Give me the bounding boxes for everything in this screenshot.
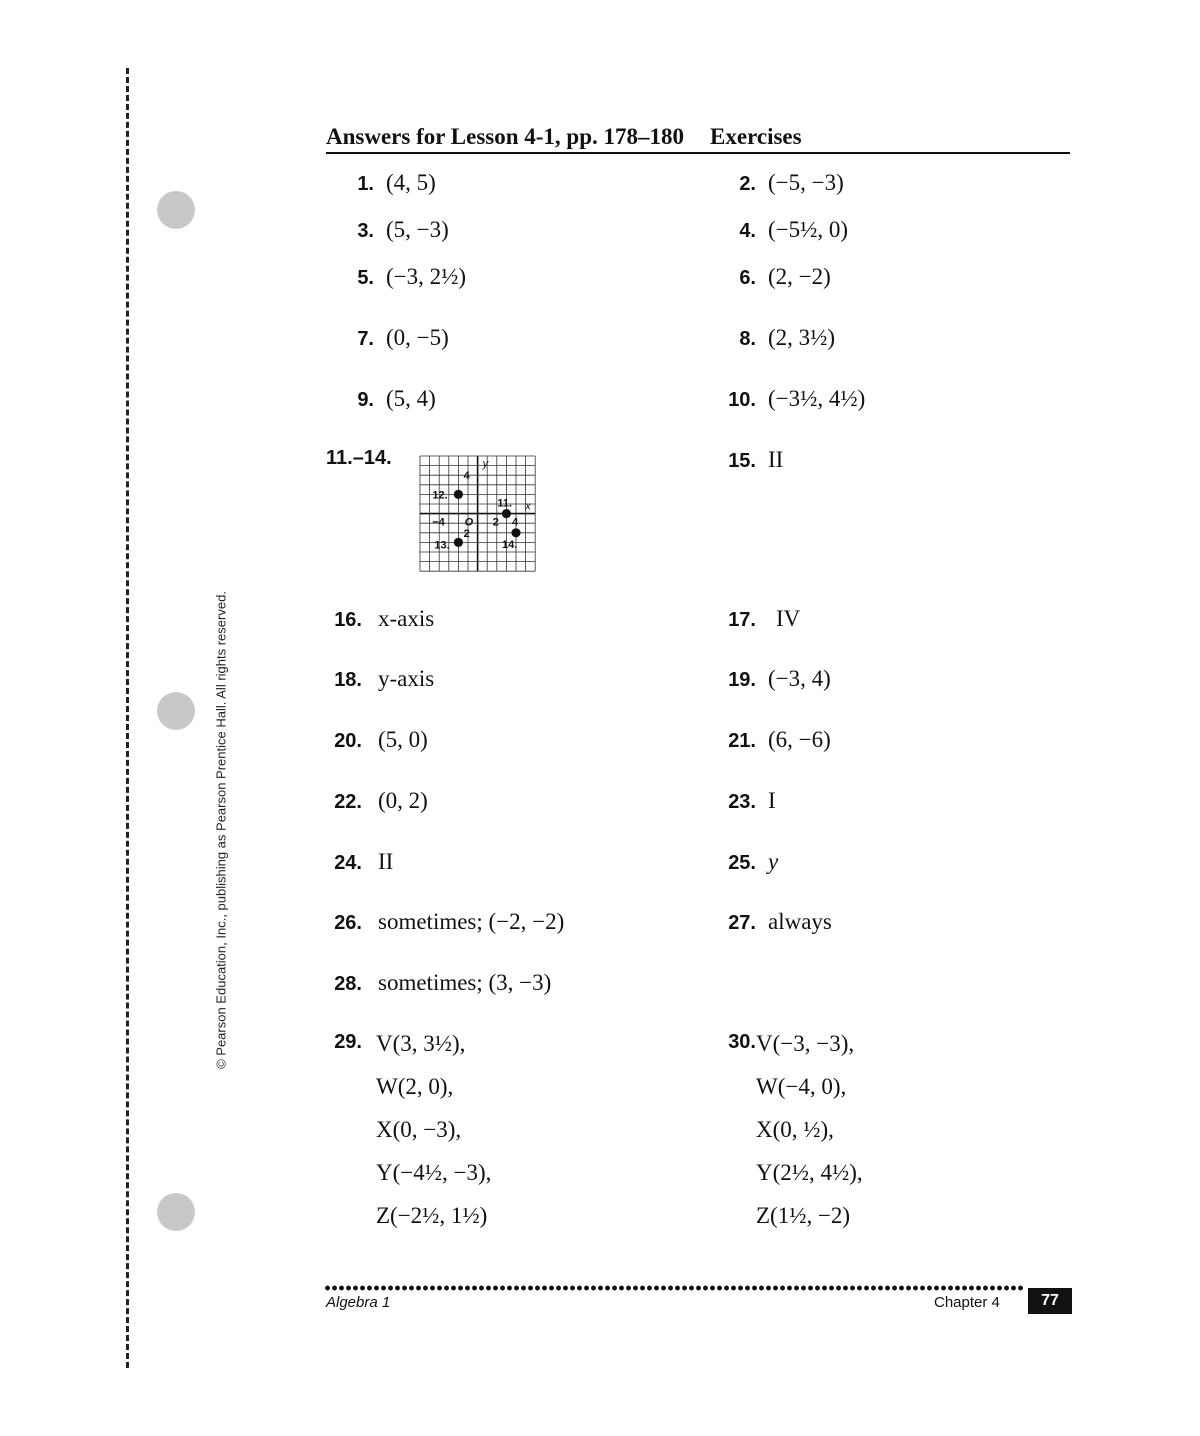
- answer-number: 30.: [728, 1031, 756, 1053]
- answer-number: 27.: [728, 912, 756, 934]
- point-label: 13.: [434, 539, 450, 552]
- answer-text: (−3, 2½): [386, 264, 467, 289]
- answer-item: [708, 264, 831, 290]
- answer-item: [326, 970, 551, 996]
- answer-item: [708, 788, 776, 814]
- answer-item: [708, 909, 832, 935]
- answer-text: (−5½, 0): [768, 217, 849, 242]
- page-header: [326, 124, 1070, 154]
- answer-text: (−5, −3): [768, 170, 844, 195]
- tick-label: 2: [463, 527, 470, 540]
- vertex-line: W(−4, 0),: [756, 1074, 847, 1099]
- answer-text: sometimes; (−2, −2): [378, 909, 565, 934]
- copyright-notice: © Pearson Education, Inc., publishing as Pearson Prentice Hall. All rights reserved.: [213, 591, 229, 1069]
- answer-item: [680, 386, 865, 412]
- answer-text: (0, −5): [386, 325, 449, 350]
- answer-text: y-axis: [378, 666, 435, 691]
- answer-number: 20.: [334, 730, 362, 752]
- origin-label: O: [464, 516, 474, 529]
- vertex-line: Y(2½, 4½),: [756, 1160, 863, 1185]
- header-section: Exercises: [710, 124, 802, 149]
- answer-number: 21.: [728, 730, 756, 752]
- answer-item: [326, 666, 434, 692]
- perforation-line: [126, 68, 129, 1368]
- answer-item: [708, 849, 778, 875]
- answer-number: 5.: [357, 267, 374, 289]
- answer-text: (4, 5): [386, 170, 436, 195]
- answer-item: [326, 325, 449, 351]
- binder-hole-bottom: [157, 1193, 195, 1231]
- answer-text: (2, −2): [768, 264, 831, 289]
- answer-item: [326, 909, 564, 935]
- answer-item: [708, 217, 848, 243]
- answer-number: 25.: [728, 852, 756, 874]
- footer-book-title: Algebra 1: [326, 1294, 391, 1311]
- vertex-line: W(2, 0),: [376, 1074, 454, 1099]
- answer-item: [326, 447, 408, 470]
- answer-number: 22.: [334, 791, 362, 813]
- answer-number: 15.: [728, 450, 756, 472]
- vertex-line: X(0, −3),: [376, 1117, 462, 1142]
- answer-item: [326, 788, 428, 814]
- answer-item: [326, 606, 434, 632]
- answer-number: 8.: [739, 328, 756, 350]
- page-number: 77: [1028, 1288, 1072, 1314]
- answer-item: [326, 1031, 364, 1054]
- header-title: Answers for Lesson 4-1, pp. 178–180: [326, 124, 685, 149]
- point-label: 11.: [497, 497, 513, 510]
- graph-point: [511, 528, 520, 537]
- answer-item: [326, 217, 449, 243]
- answer-number: 9.: [357, 389, 374, 411]
- answer-text: (5, 0): [378, 727, 428, 752]
- answer-number: 17.: [728, 609, 756, 631]
- answer-item: [708, 606, 800, 632]
- answer-text: sometimes; (3, −3): [378, 970, 552, 995]
- point-label: 12.: [432, 489, 448, 502]
- answer-number: 28.: [334, 973, 362, 995]
- answer-item: [326, 264, 466, 290]
- vertex-line: Z(1½, −2): [756, 1203, 851, 1228]
- tick-label: 2: [492, 516, 499, 529]
- graph-point: [454, 538, 463, 547]
- footer-chapter: Chapter 4: [934, 1294, 1000, 1311]
- point-label: 14.: [502, 538, 518, 551]
- answer-text: I: [768, 788, 776, 813]
- answer-item: [326, 386, 436, 412]
- vertex-line: V(3, 3½),: [376, 1031, 466, 1056]
- x-axis-label: x: [525, 500, 531, 513]
- answer-text: (0, 2): [378, 788, 428, 813]
- graph-point: [502, 509, 511, 518]
- answer-number: 2.: [739, 173, 756, 195]
- answer-text: (5, 4): [386, 386, 436, 411]
- answer-text: (−3½, 4½): [768, 386, 866, 411]
- answer-number: 19.: [728, 669, 756, 691]
- binder-hole-top: [157, 191, 195, 229]
- vertex-line: X(0, ½),: [756, 1117, 834, 1142]
- vertex-line: Y(−4½, −3),: [376, 1160, 492, 1185]
- answer-number: 24.: [334, 852, 362, 874]
- answer-number: 11.–14.: [326, 447, 392, 469]
- vertex-line: V(−3, −3),: [756, 1031, 855, 1056]
- answer-number: 3.: [357, 220, 374, 242]
- answer-text: (5, −3): [386, 217, 449, 242]
- answer-number: 1.: [357, 173, 374, 195]
- answer-text: y: [768, 849, 779, 874]
- answer-number: 6.: [739, 267, 756, 289]
- graph-point: [454, 490, 463, 499]
- answer-text: II: [768, 447, 784, 472]
- answer-text: (2, 3½): [768, 325, 836, 350]
- footer-dotted-rule: [324, 1284, 1024, 1292]
- answer-29-vertices: [376, 1031, 491, 1246]
- answer-text: x-axis: [378, 606, 435, 631]
- tick-label: 4: [463, 470, 470, 483]
- answer-item: [708, 727, 831, 753]
- binder-hole-middle: [157, 692, 195, 730]
- answer-item: [708, 170, 844, 196]
- tick-label: 4: [512, 516, 519, 529]
- answer-text: II: [378, 849, 394, 874]
- answer-number: 29.: [334, 1031, 362, 1053]
- answer-number: 23.: [728, 791, 756, 813]
- tick-label: −4: [432, 516, 445, 529]
- answer-text: (6, −6): [768, 727, 831, 752]
- answer-item: [708, 1031, 758, 1054]
- answer-text: IV: [776, 606, 801, 631]
- answer-item: [708, 325, 835, 351]
- answer-number: 10.: [728, 389, 756, 411]
- answer-number: 26.: [334, 912, 362, 934]
- answer-number: 16.: [334, 609, 362, 631]
- y-axis-label: y: [482, 458, 489, 470]
- answer-item: [708, 666, 831, 692]
- answer-number: 18.: [334, 669, 362, 691]
- answer-text: always: [768, 909, 832, 934]
- answer-item: [326, 727, 428, 753]
- answer-30-vertices: [756, 1031, 863, 1246]
- graph-axes: [420, 456, 535, 571]
- answer-item: [708, 447, 783, 473]
- answer-number: 4.: [739, 220, 756, 242]
- vertex-line: Z(−2½, 1½): [376, 1203, 488, 1228]
- answer-text: (−3, 4): [768, 666, 831, 691]
- answer-item: [326, 170, 436, 196]
- coordinate-graph: [418, 454, 538, 574]
- answer-item: [326, 849, 393, 875]
- answer-number: 7.: [357, 328, 374, 350]
